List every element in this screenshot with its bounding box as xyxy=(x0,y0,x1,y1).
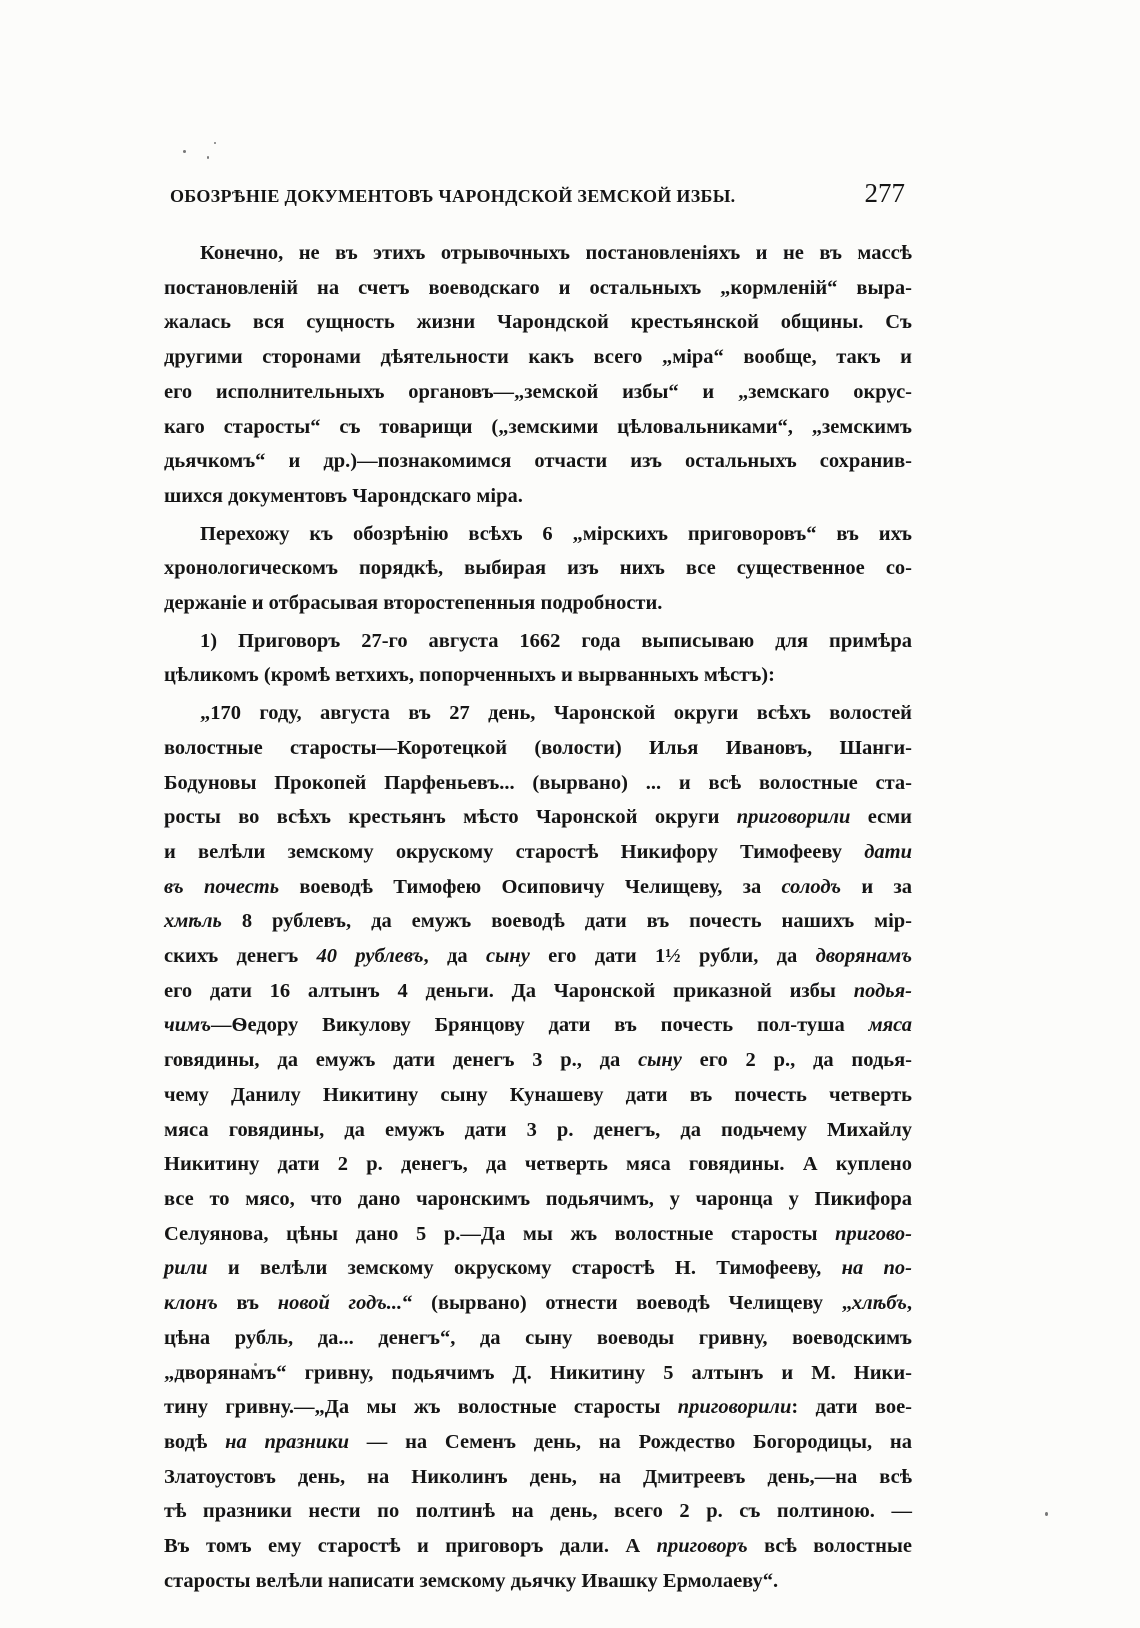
paragraph xyxy=(164,624,912,693)
text-line: его исполнительныхъ органовъ—„земской избы“ и „земскаго окрус- xyxy=(164,380,912,403)
italic-emphasis: на празники xyxy=(225,1430,349,1453)
scan-speck xyxy=(207,156,209,159)
text-line: „дворянамъ“ гривну, подьячимъ Д. Никитину 5 алтынъ и М. Ники- xyxy=(164,1361,912,1384)
body-text xyxy=(164,236,912,1598)
italic-emphasis: подья- xyxy=(853,979,912,1002)
italic-emphasis: новой годъ... xyxy=(277,1292,403,1315)
paragraph xyxy=(164,236,912,514)
text-line: тѣ празники нести по полтинѣ на день, всего 2 р. съ полтиною. — xyxy=(164,1500,912,1523)
text-line: все то мясо, что дано чаронскимъ подьячимъ, у чаронца у Пикифора xyxy=(164,1187,912,1210)
text-line: дьячкомъ“ и др.)—познакомимся отчасти изъ остальныхъ сохранив- xyxy=(164,450,912,473)
italic-emphasis: приговоръ xyxy=(656,1535,748,1558)
text-line: жалась вся сущность жизни Чарондской крестьянской общины. Съ xyxy=(164,311,912,334)
text-line: и велѣли земскому окрускому старостѣ Никифору Тимофееву дати xyxy=(164,840,912,863)
text-line: другими сторонами дѣятельности какъ всего „міра“ вообще, такъ и xyxy=(164,346,912,369)
scan-speck xyxy=(1045,1512,1048,1516)
text-line: росты во всѣхъ крестьянъ мѣсто Чаронской округи приговорили есми xyxy=(164,806,912,829)
scan-speck xyxy=(183,150,186,153)
italic-emphasis: дати xyxy=(864,840,912,863)
italic-emphasis: пригово- xyxy=(835,1222,912,1245)
running-title: ОБОЗРѢНІЕ ДОКУМЕНТОВЪ ЧАРОНДСКОЙ ЗЕМСКОЙ ИЗБЫ. xyxy=(170,186,736,206)
text-line: скихъ денегъ 40 рублевъ, да сыну его дати 1½ рубли, да дворянамъ xyxy=(164,945,912,968)
italic-emphasis: сыну xyxy=(486,945,530,968)
text-line: клонъ въ новой годъ...“ (вырвано) отнести воеводѣ Челищеву „хлѣбъ, xyxy=(164,1292,913,1315)
page-header xyxy=(170,178,905,209)
italic-emphasis: клонъ xyxy=(164,1292,218,1315)
italic-emphasis: мяса xyxy=(868,1014,912,1037)
text-line: рили и велѣли земскому окрускому старостѣ Н. Тимофееву, на по- xyxy=(164,1257,912,1280)
italic-emphasis: рили xyxy=(164,1257,208,1280)
text-line: волостные старосты—Коротецкой (волости) Илья Ивановъ, Шанги- xyxy=(164,736,912,759)
text-line: хронологическомъ порядкѣ, выбирая изъ нихъ все существенное со- xyxy=(164,557,912,580)
text-line: тину гривну.—„Да мы жъ волостные старосты приговорили: дати вое- xyxy=(164,1396,913,1419)
text-line: хмѣль 8 рублевъ, да емужъ воеводѣ дати въ почесть нашихъ мір- xyxy=(164,910,912,933)
italic-emphasis: дворянамъ xyxy=(815,945,912,968)
text-line: шихся документовъ Чарондскаго міра. xyxy=(164,484,523,507)
paragraph xyxy=(164,517,912,621)
italic-emphasis: на по- xyxy=(841,1257,912,1280)
paragraph xyxy=(164,696,912,1598)
italic-emphasis: приговорили xyxy=(677,1396,792,1419)
page-number: 277 xyxy=(864,178,905,208)
italic-emphasis: солодъ xyxy=(781,875,842,898)
text-line: Перехожу къ обозрѣнію всѣхъ 6 „мірскихъ приговоровъ“ въ ихъ xyxy=(200,522,912,545)
text-line: водѣ на празники — на Семенъ день, на Рождество Богородицы, на xyxy=(164,1430,912,1453)
scan-speck xyxy=(214,142,216,144)
italic-emphasis: въ почесть xyxy=(164,875,280,898)
text-line: Бодуновы Прокопей Парфеньевъ... (вырвано) ... и всѣ волостные ста- xyxy=(164,771,912,794)
text-line: „170 году, августа въ 27 день, Чаронской округи всѣхъ волостей xyxy=(200,702,912,725)
text-line: говядины, да емужъ дати денегъ 3 р., да сыну его 2 р., да подья- xyxy=(164,1049,912,1072)
text-line: въ почесть воеводѣ Тимофею Осиповичу Челищеву, за солодъ и за xyxy=(164,875,912,898)
text-line: каго старосты“ съ товарищи („земскими цѣловальниками“, „земскимъ xyxy=(164,415,912,438)
text-line: цѣликомъ (кромѣ ветхихъ, попорченныхъ и вырванныхъ мѣстъ): xyxy=(164,664,775,687)
text-line: старосты велѣли написати земскому дьячку Ивашку Ермолаеву“. xyxy=(164,1569,779,1592)
text-line: 1) Приговоръ 27-го августа 1662 года выписываю для примѣра xyxy=(200,629,912,652)
text-line: мяса говядины, да емужъ дати 3 р. денегъ, да подьчему Михайлу xyxy=(164,1118,912,1141)
text-line: чимъ—Ѳедору Викулову Брянцову дати въ почесть пол-туша мяса xyxy=(164,1014,912,1037)
text-line: постановленій на счетъ воеводскаго и остальныхъ „кормленій“ выра- xyxy=(164,276,912,299)
italic-emphasis: 40 рублевъ xyxy=(316,945,424,968)
text-line: цѣна рубль, да... денегъ“, да сыну воеводы гривну, воеводскимъ xyxy=(164,1326,912,1349)
italic-emphasis: хмѣль xyxy=(164,910,222,933)
text-line: держаніе и отбрасывая второстепенныя подробности. xyxy=(164,592,663,615)
italic-emphasis: хлѣбъ xyxy=(851,1292,907,1315)
text-line: чему Данилу Никитину сыну Кунашеву дати въ почесть четверть xyxy=(164,1083,912,1106)
text-line: Никитину дати 2 р. денегъ, да четверть мяса говядины. А куплено xyxy=(164,1153,912,1176)
text-line: Конечно, не въ этихъ отрывочныхъ постановленіяхъ и не въ массѣ xyxy=(200,242,912,264)
text-line: Селуянова, цѣны дано 5 р.—Да мы жъ волостные старосты пригово- xyxy=(164,1222,912,1245)
italic-emphasis: сыну xyxy=(638,1049,682,1072)
italic-emphasis: чимъ xyxy=(164,1014,212,1037)
text-line: Въ томъ ему старостѣ и приговоръ дали. А приговоръ всѣ волостные xyxy=(164,1535,912,1558)
italic-emphasis: приговорили xyxy=(736,806,851,829)
text-line: Златоустовъ день, на Николинъ день, на Дмитреевъ день,—на всѣ xyxy=(164,1465,912,1488)
text-line: его дати 16 алтынъ 4 деньги. Да Чаронской приказной избы подья- xyxy=(164,979,912,1002)
